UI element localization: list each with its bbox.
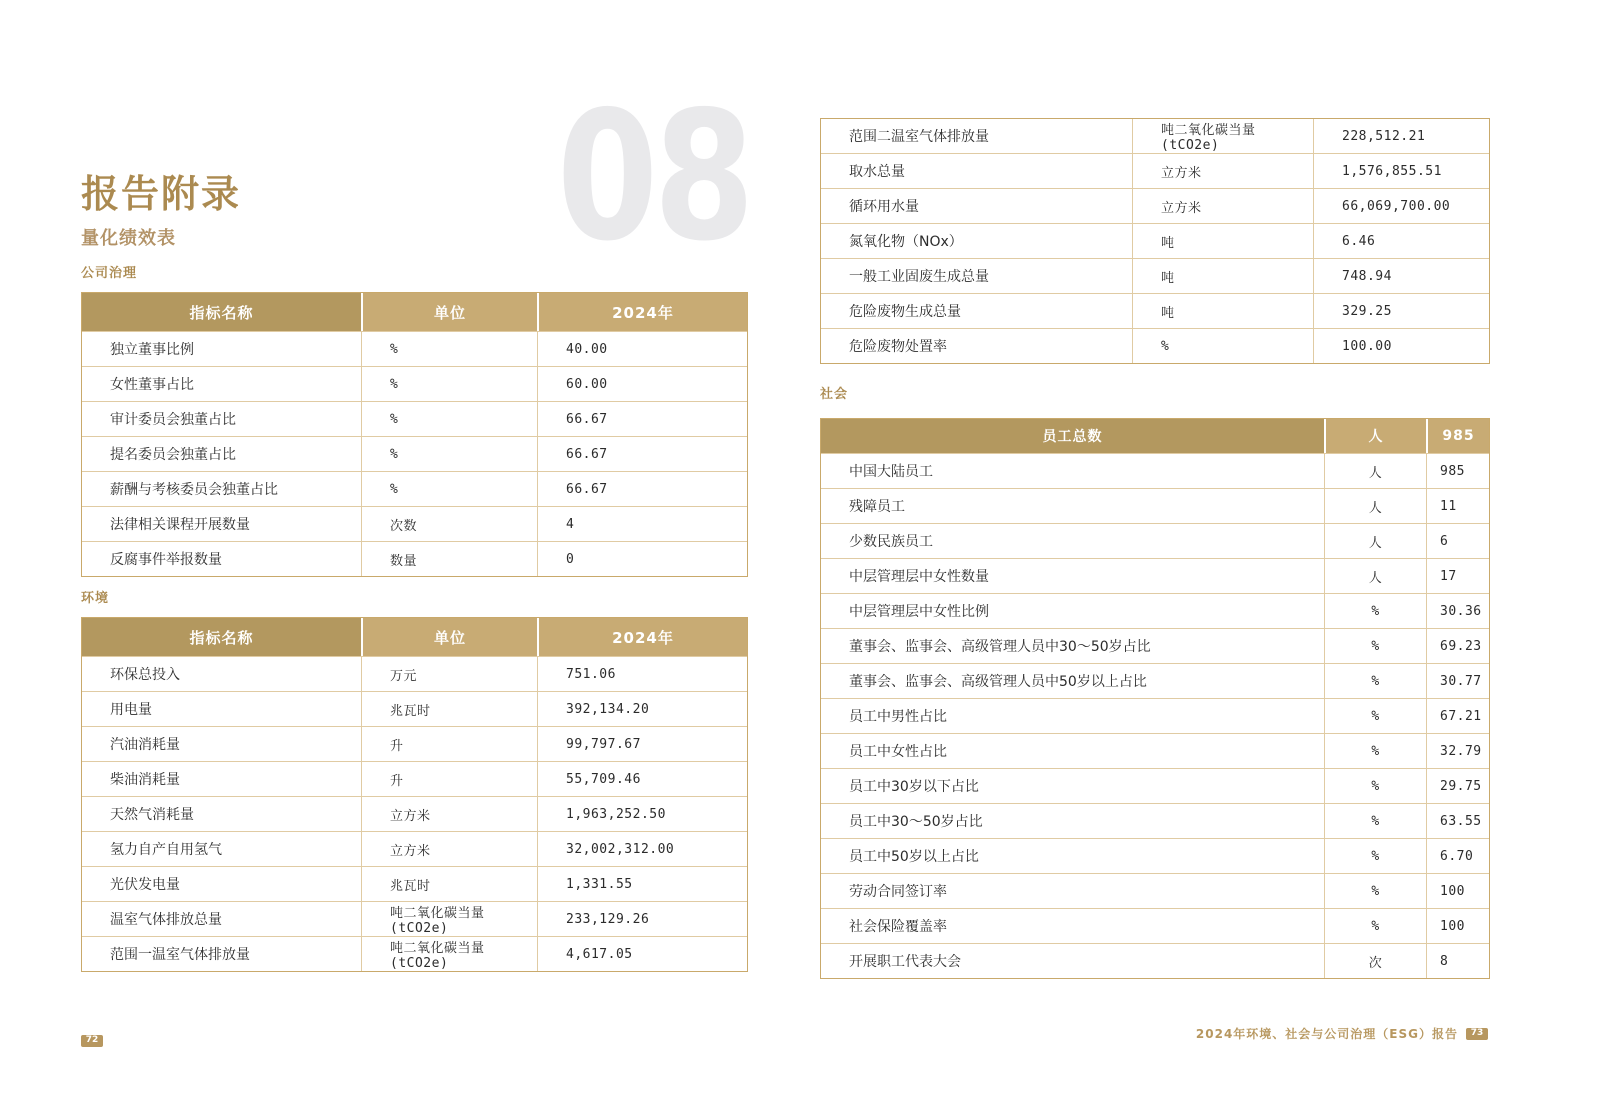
- metric-name-cell: 汽油消耗量: [110, 737, 180, 753]
- page-title: 报告附录: [81, 172, 242, 217]
- value-cell: 69.23: [1426, 629, 1489, 663]
- metric-name-cell: 氮氧化物（NOx）: [849, 234, 963, 250]
- metric-name-cell: 少数民族员工: [849, 534, 933, 550]
- unit-cell: %: [1132, 329, 1313, 363]
- table-row: [821, 733, 1489, 768]
- value-cell: 329.25: [1313, 294, 1489, 328]
- value-cell: 8: [1426, 944, 1489, 978]
- unit-cell: 次: [1324, 944, 1426, 978]
- unit-cell: 吨: [1132, 294, 1313, 328]
- column-header: 人: [1324, 419, 1426, 453]
- unit-cell: %: [361, 472, 537, 506]
- footer-right: [1196, 1025, 1488, 1042]
- value-cell: 30.77: [1426, 664, 1489, 698]
- table-header-row: [82, 293, 747, 331]
- metric-name-cell: 独立董事比例: [110, 342, 194, 358]
- column-header: 指标名称: [82, 293, 361, 331]
- table-row: [821, 453, 1489, 488]
- value-cell: 228,512.21: [1313, 119, 1489, 153]
- unit-cell: %: [361, 367, 537, 401]
- unit-cell: 兆瓦时: [361, 867, 537, 901]
- table-row: [821, 523, 1489, 558]
- table-row: [82, 761, 747, 796]
- unit-cell: 人: [1324, 559, 1426, 593]
- metric-name-cell: 反腐事件举报数量: [110, 552, 222, 568]
- unit-cell: 升: [361, 762, 537, 796]
- metric-name-cell: 温室气体排放总量: [110, 912, 222, 928]
- table-row: [821, 943, 1489, 978]
- table-row: [82, 541, 747, 576]
- unit-cell: %: [1324, 699, 1426, 733]
- metric-name-cell: 取水总量: [849, 164, 905, 180]
- section-label-governance: 公司治理: [81, 266, 138, 281]
- value-cell: 748.94: [1313, 259, 1489, 293]
- value-cell: 751.06: [537, 657, 747, 691]
- unit-cell: 数量: [361, 542, 537, 576]
- unit-cell: %: [1324, 594, 1426, 628]
- metric-name-cell: 一般工业固废生成总量: [849, 269, 989, 285]
- table-row: [82, 331, 747, 366]
- column-header: 单位: [361, 293, 537, 331]
- table-row: [82, 366, 747, 401]
- metric-name-cell: 薪酬与考核委员会独董占比: [110, 482, 278, 498]
- table-row: [821, 908, 1489, 943]
- governance-table: [81, 292, 748, 577]
- table-row: [82, 506, 747, 541]
- metric-name-cell: 光伏发电量: [110, 877, 180, 893]
- metric-name-cell: 中层管理层中女性比例: [849, 604, 989, 620]
- unit-cell: %: [1324, 629, 1426, 663]
- value-cell: 233,129.26: [537, 902, 747, 936]
- unit-cell: 吨: [1132, 224, 1313, 258]
- table-header-row: [82, 618, 747, 656]
- unit-cell: 次数: [361, 507, 537, 541]
- metric-name-cell: 环保总投入: [110, 667, 180, 683]
- table-row: [82, 936, 747, 971]
- table-row: [82, 656, 747, 691]
- value-cell: 99,797.67: [537, 727, 747, 761]
- table-row: [821, 258, 1489, 293]
- table-row: [821, 188, 1489, 223]
- table-row: [821, 223, 1489, 258]
- table-row: [821, 293, 1489, 328]
- metric-name-cell: 员工中30岁以下占比: [849, 779, 979, 795]
- table-row: [82, 471, 747, 506]
- table-row: [821, 328, 1489, 363]
- unit-cell: 人: [1324, 454, 1426, 488]
- value-cell: 6.46: [1313, 224, 1489, 258]
- value-cell: 66,069,700.00: [1313, 189, 1489, 223]
- value-cell: 4: [537, 507, 747, 541]
- table-row: [82, 796, 747, 831]
- value-cell: 100: [1426, 909, 1489, 943]
- unit-cell: %: [1324, 769, 1426, 803]
- value-cell: 66.67: [537, 437, 747, 471]
- metric-name-cell: 残障员工: [849, 499, 905, 515]
- metric-name-cell: 员工中男性占比: [849, 709, 947, 725]
- page-number-badge: 72: [81, 1035, 103, 1047]
- value-cell: 100: [1426, 874, 1489, 908]
- metric-name-cell: 循环用水量: [849, 199, 919, 215]
- page-number-badge: 73: [1466, 1028, 1488, 1040]
- column-header: 985: [1426, 419, 1489, 453]
- value-cell: 55,709.46: [537, 762, 747, 796]
- table-row: [821, 768, 1489, 803]
- unit-cell: 兆瓦时: [361, 692, 537, 726]
- value-cell: 1,963,252.50: [537, 797, 747, 831]
- value-cell: 6: [1426, 524, 1489, 558]
- metric-name-cell: 审计委员会独董占比: [110, 412, 236, 428]
- metric-name-cell: 危险废物生成总量: [849, 304, 961, 320]
- environment-table: [81, 617, 748, 972]
- unit-cell: %: [361, 402, 537, 436]
- section-label-social: 社会: [820, 387, 849, 402]
- value-cell: 32,002,312.00: [537, 832, 747, 866]
- unit-cell: 吨: [1132, 259, 1313, 293]
- metric-name-cell: 提名委员会独董占比: [110, 447, 236, 463]
- table-row: [82, 831, 747, 866]
- table-row: [821, 803, 1489, 838]
- value-cell: 60.00: [537, 367, 747, 401]
- column-header: 指标名称: [82, 618, 361, 656]
- unit-cell: 吨二氧化碳当量(tCO2e): [361, 902, 537, 936]
- unit-cell: %: [1324, 909, 1426, 943]
- metric-name-cell: 中层管理层中女性数量: [849, 569, 989, 585]
- unit-cell: %: [361, 332, 537, 366]
- table-row: [82, 866, 747, 901]
- value-cell: 985: [1426, 454, 1489, 488]
- metric-name-cell: 员工中30～50岁占比: [849, 814, 983, 830]
- metric-name-cell: 柴油消耗量: [110, 772, 180, 788]
- unit-cell: %: [1324, 839, 1426, 873]
- table-row: [821, 873, 1489, 908]
- value-cell: 11: [1426, 489, 1489, 523]
- unit-cell: 立方米: [361, 797, 537, 831]
- column-header: 单位: [361, 618, 537, 656]
- value-cell: 6.70: [1426, 839, 1489, 873]
- value-cell: 100.00: [1313, 329, 1489, 363]
- metric-name-cell: 员工中女性占比: [849, 744, 947, 760]
- table-row: [821, 558, 1489, 593]
- unit-cell: 人: [1324, 524, 1426, 558]
- unit-cell: %: [1324, 804, 1426, 838]
- unit-cell: %: [1324, 734, 1426, 768]
- value-cell: 66.67: [537, 402, 747, 436]
- metric-name-cell: 中国大陆员工: [849, 464, 933, 480]
- value-cell: 40.00: [537, 332, 747, 366]
- value-cell: 63.55: [1426, 804, 1489, 838]
- metric-name-cell: 董事会、监事会、高级管理人员中30～50岁占比: [849, 639, 1151, 655]
- value-cell: 29.75: [1426, 769, 1489, 803]
- value-cell: 30.36: [1426, 594, 1489, 628]
- table-row: [821, 663, 1489, 698]
- metric-name-cell: 范围二温室气体排放量: [849, 129, 989, 145]
- report-footer-text: 2024年环境、社会与公司治理（ESG）报告: [1195, 1027, 1458, 1041]
- value-cell: 392,134.20: [537, 692, 747, 726]
- metric-name-cell: 开展职工代表大会: [849, 954, 961, 970]
- metric-name-cell: 法律相关课程开展数量: [110, 517, 250, 533]
- table-row: [82, 726, 747, 761]
- metric-name-cell: 劳动合同签订率: [849, 884, 947, 900]
- table-row: [82, 691, 747, 726]
- footer-left: [81, 1027, 103, 1047]
- value-cell: 1,576,855.51: [1313, 154, 1489, 188]
- table-row: [821, 153, 1489, 188]
- metric-name-cell: 危险废物处置率: [849, 339, 947, 355]
- metric-name-cell: 氢力自产自用氢气: [110, 842, 222, 858]
- metric-name-cell: 女性董事占比: [110, 377, 194, 393]
- unit-cell: 人: [1324, 489, 1426, 523]
- table-row: [821, 119, 1489, 153]
- value-cell: 0: [537, 542, 747, 576]
- unit-cell: %: [1324, 664, 1426, 698]
- unit-cell: 升: [361, 727, 537, 761]
- metric-name-cell: 董事会、监事会、高级管理人员中50岁以上占比: [849, 674, 1147, 690]
- unit-cell: %: [1324, 874, 1426, 908]
- value-cell: 67.21: [1426, 699, 1489, 733]
- unit-cell: 立方米: [1132, 189, 1313, 223]
- unit-cell: 万元: [361, 657, 537, 691]
- table-row: [821, 628, 1489, 663]
- metric-name-cell: 范围一温室气体排放量: [110, 947, 250, 963]
- table-row: [821, 698, 1489, 733]
- table-row: [82, 401, 747, 436]
- value-cell: 1,331.55: [537, 867, 747, 901]
- metric-name-cell: 用电量: [110, 702, 152, 718]
- social-table: [820, 418, 1490, 979]
- value-cell: 66.67: [537, 472, 747, 506]
- column-header: 员工总数: [821, 419, 1324, 453]
- unit-cell: 吨二氧化碳当量(tCO2e): [1132, 119, 1313, 153]
- unit-cell: 吨二氧化碳当量(tCO2e): [361, 937, 537, 971]
- quantified-performance-subtitle: 量化绩效表: [81, 228, 176, 249]
- unit-cell: 立方米: [1132, 154, 1313, 188]
- unit-cell: 立方米: [361, 832, 537, 866]
- section-label-environment: 环境: [81, 591, 110, 606]
- unit-cell: %: [361, 437, 537, 471]
- table-row: [82, 901, 747, 936]
- metric-name-cell: 天然气消耗量: [110, 807, 194, 823]
- table-row: [821, 593, 1489, 628]
- environment-table-continued: [820, 118, 1490, 364]
- metric-name-cell: 社会保险覆盖率: [849, 919, 947, 935]
- value-cell: 32.79: [1426, 734, 1489, 768]
- table-row: [821, 488, 1489, 523]
- table-row: [821, 838, 1489, 873]
- metric-name-cell: 员工中50岁以上占比: [849, 849, 979, 865]
- column-header: 2024年: [537, 293, 747, 331]
- chapter-number-watermark: 08: [556, 73, 750, 280]
- table-row: [82, 436, 747, 471]
- value-cell: 4,617.05: [537, 937, 747, 971]
- table-header-row: [821, 419, 1489, 453]
- column-header: 2024年: [537, 618, 747, 656]
- value-cell: 17: [1426, 559, 1489, 593]
